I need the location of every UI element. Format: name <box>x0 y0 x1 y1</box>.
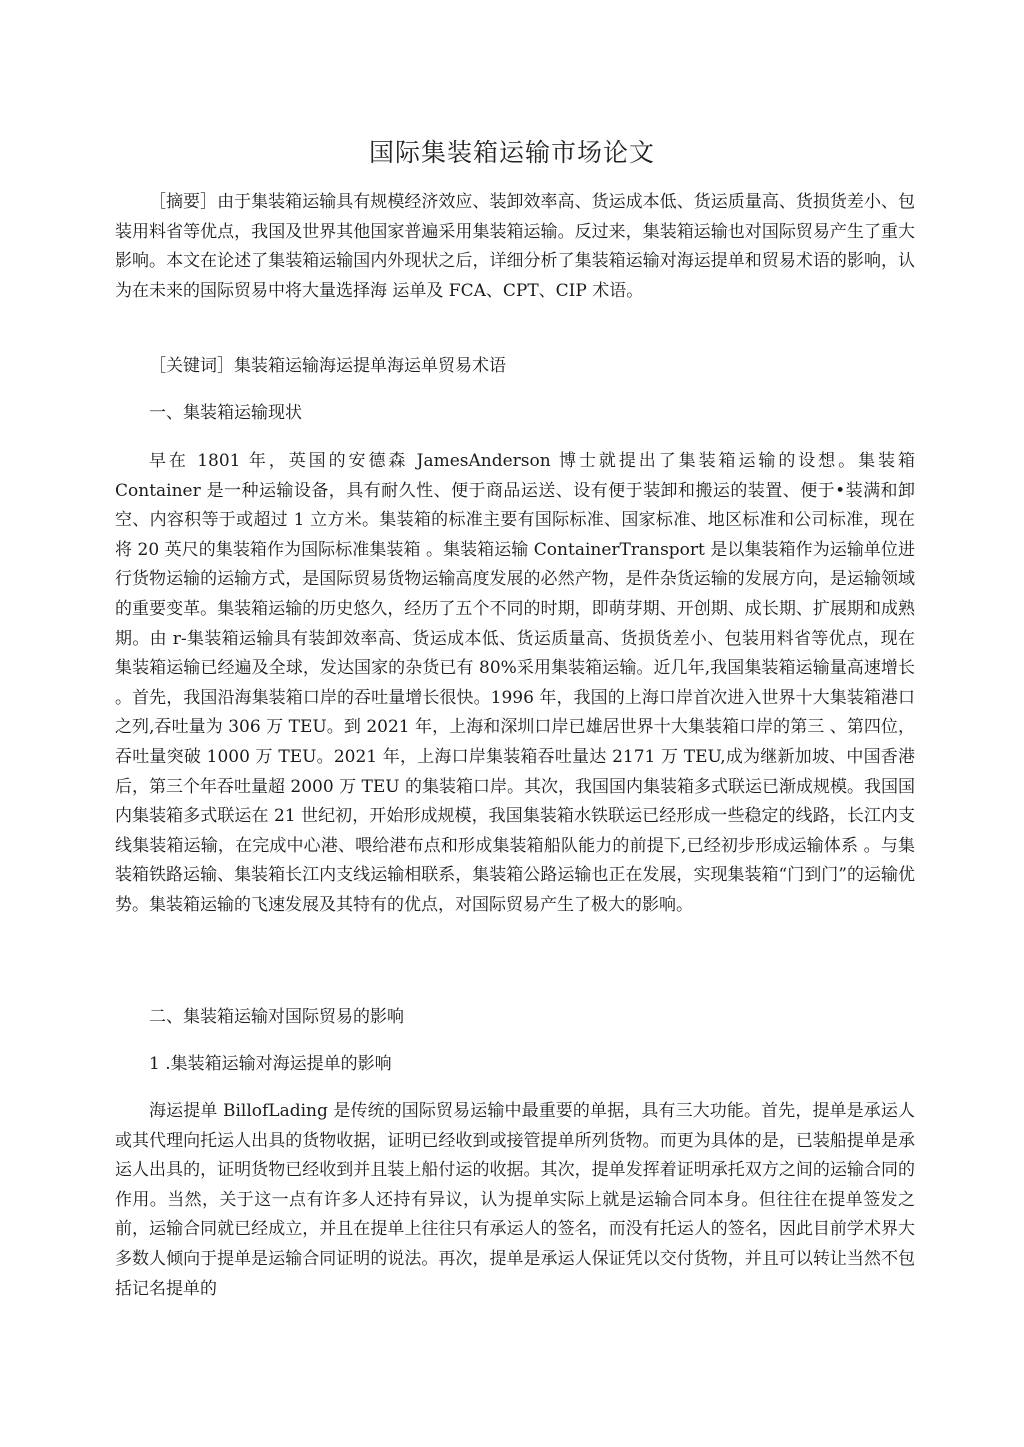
document-title: 国际集装箱运输市场论文 <box>368 138 655 167</box>
section-2-heading: 二、集装箱运输对国际贸易的影响 <box>149 1007 404 1027</box>
section-1-heading: 一、集装箱运输现状 <box>149 403 302 423</box>
section-1-body: 早在 1801 年，英国的安德森 JamesAnderson 博士就提出了集装箱运输的设想。集装箱 Container 是一种运输设备，具有耐久性、便于商品运送、设有便于装卸和搬运的装置、便于•装满和卸空、内容积等于或超过 1 立方米。集装箱的标准主要有国际标准、国家标准、地区标准和公司标准，现在将 20 英尺的集装箱作为国际标准集装箱 。集装箱运输 ContainerTransport 是以集装箱作为运输单位进行货物运输的运输方式，是国际贸易货物运输高度发展的必然产物，是件杂货运输的发展方向，是运输领域的重要变革。集装箱运输的历史悠久，经历了五个不同的时期，即萌芽期、开创期、成长期、扩展期和成熟期。由 r-集装箱运输具有装卸效率高、货运成本低、货运质量高、货损货差小、包装用料省等优点，现在集装箱运输已经遍及全球，发达国家的杂货已有 80%采用集装箱运输。近几年,我国集装箱运输量高速增长 。首先，我国沿海集装箱口岸的吞吐量增长很快。1996 年，我国的上海口岸首次进入世界十大集装箱港口之列,吞吐量为 306 万 TEU。到 2021 年，上海和深圳口岸已雄居世界十大集装箱口岸的第三 、第四位，吞吐量突破 1000 万 TEU。2021 年，上海口岸集装箱吞吐量达 2171 万 TEU,成为继新加坡、中国香港后，第三个年吞吐量超 2000 万 TEU 的集装箱口岸。其次，我国国内集装箱多式联运已渐成规模。我国国内集装箱多式联运在 21 世纪初，开始形成规模，我国集装箱水铁联运已经形成一些稳定的线路，长江内支线集装箱运输，在完成中心港、喂给港布点和形成集装箱船队能力的前提下,已经初步形成运输体系 。与集装箱铁路运输、集装箱长江内支线运输相联系，集装箱公路运输也正在发展，实现集装箱“门到门”的运输优势。集装箱运输的飞速发展及其特有的优点，对国际贸易产生了极大的影响。 <box>115 451 915 915</box>
abstract-paragraph: ［摘要］由于集装箱运输具有规模经济效应、装卸效率高、货运成本低、货运质量高、货损货差小、包装用料省等优点，我国及世界其他国家普遍采用集装箱运输。反过来，集装箱运输也对国际贸易产生了重大影响。本文在论述了集装箱运输国内外现状之后，详细分析了集装箱运输对海运提单和贸易术语的影响，认为在未来的国际贸易中将大量选择海 运单及 FCA、CPT、CIP 术语。 <box>115 192 915 301</box>
keywords-paragraph: ［关键词］集装箱运输海运提单海运单贸易术语 <box>149 356 506 376</box>
subsection-1-heading: 1 .集装箱运输对海运提单的影响 <box>149 1054 392 1074</box>
subsection-1-body: 海运提单 BillofLading 是传统的国际贸易运输中最重要的单据，具有三大功能。首先，提单是承运人或其代理向托运人出具的货物收据，证明已经收到或接管提单所列货物。而更为具体的是，已装船提单是承运人出具的，证明货物已经收到并且装上船付运的收据。其次，提单发挥着证明承托双方之间的运输合同的作用。当然，关于这一点有许多人还持有异议，认为提单实际上就是运输合同本身。但往往在提单签发之前，运输合同就已经成立，并且在提单上往往只有承运人的签名，而没有托运人的签名，因此目前学术界大多数人倾向于提单是运输合同证明的说法。再次，提单是承运人保证凭以交付货物，并且可以转让当然不包括记名提单的 <box>115 1101 915 1299</box>
